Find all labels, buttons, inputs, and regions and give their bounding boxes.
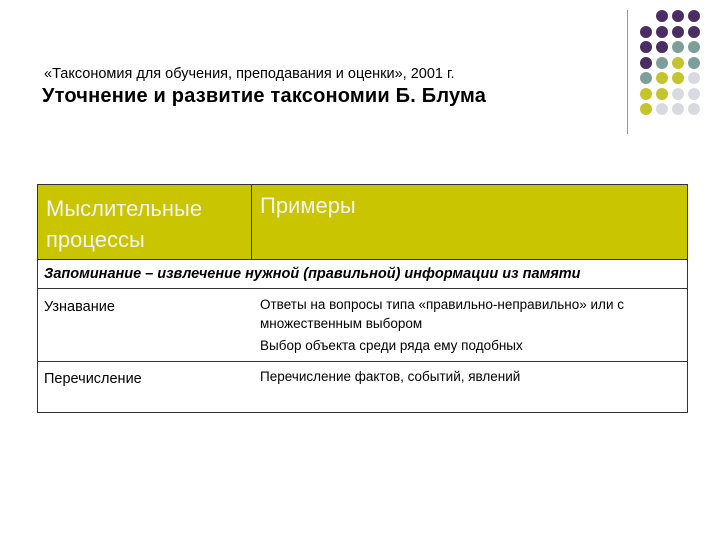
column-header-examples: Примеры bbox=[260, 193, 356, 218]
decorative-dot bbox=[688, 41, 700, 53]
decorative-dot bbox=[688, 26, 700, 38]
decorative-dot bbox=[672, 57, 684, 69]
taxonomy-table bbox=[37, 184, 688, 413]
decorative-dot bbox=[656, 88, 668, 100]
decorative-dot bbox=[640, 72, 652, 84]
decorative-divider bbox=[627, 10, 628, 134]
examples-cell bbox=[252, 362, 687, 412]
decorative-dot bbox=[640, 103, 652, 115]
decorative-dot bbox=[688, 10, 700, 22]
decorative-dot bbox=[688, 57, 700, 69]
decorative-dot bbox=[672, 41, 684, 53]
decorative-dot bbox=[672, 72, 684, 84]
decorative-dot bbox=[688, 103, 700, 115]
example-item: Перечисление фактов, событий, явлений bbox=[260, 369, 521, 384]
column-header-processes: Мыслительные процессы bbox=[38, 185, 252, 259]
section-row bbox=[38, 260, 687, 289]
decorative-dot bbox=[672, 10, 684, 22]
slide-subtitle: «Таксономия для обучения, преподавания и оценки», 2001 г. bbox=[44, 66, 455, 82]
decorative-dot bbox=[656, 26, 668, 38]
decorative-dot bbox=[656, 72, 668, 84]
decorative-dot bbox=[656, 57, 668, 69]
example-item: Выбор объекта среди ряда ему подобных bbox=[260, 338, 523, 353]
decorative-dot bbox=[672, 88, 684, 100]
slide-title: Уточнение и развитие таксономии Б. Блума bbox=[42, 85, 487, 107]
table-header-row bbox=[38, 185, 687, 260]
decorative-dot bbox=[656, 10, 668, 22]
decorative-dot bbox=[688, 72, 700, 84]
decorative-dot bbox=[640, 57, 652, 69]
decorative-dot-grid bbox=[640, 10, 720, 120]
decorative-dot bbox=[640, 26, 652, 38]
examples-cell bbox=[252, 289, 687, 361]
decorative-dot bbox=[656, 103, 668, 115]
process-cell: Узнавание bbox=[44, 299, 115, 315]
section-heading: Запоминание – извлечение нужной (правильной) информации из памяти bbox=[44, 266, 581, 282]
decorative-dot bbox=[672, 103, 684, 115]
decorative-dot bbox=[640, 88, 652, 100]
table-row bbox=[38, 289, 687, 362]
decorative-dot bbox=[656, 41, 668, 53]
decorative-dot bbox=[688, 88, 700, 100]
decorative-dot bbox=[640, 41, 652, 53]
decorative-dot bbox=[672, 26, 684, 38]
process-cell: Перечисление bbox=[44, 371, 142, 387]
table-row bbox=[38, 362, 687, 413]
example-item: Ответы на вопросы типа «правильно-неправильно» или с множественным выбором bbox=[260, 297, 624, 331]
